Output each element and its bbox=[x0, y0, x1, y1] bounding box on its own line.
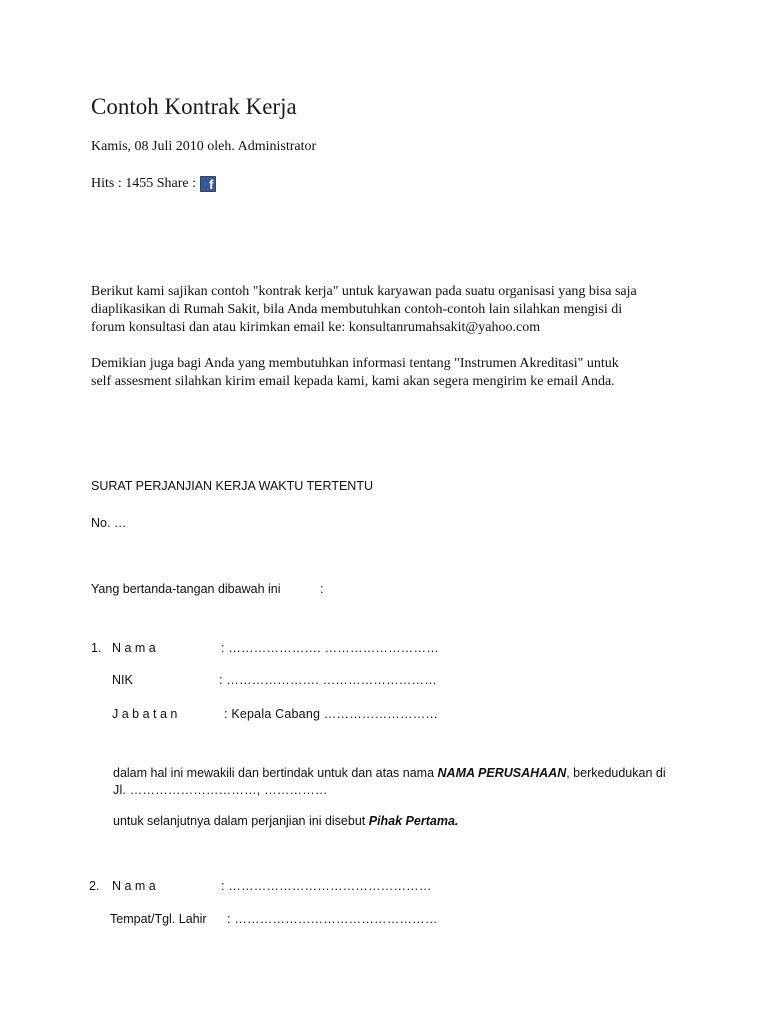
party2-birth-label: Tempat/Tgl. Lahir bbox=[110, 912, 207, 926]
party1-jabatan-label: J a b a t a n bbox=[112, 707, 178, 721]
page-title: Contoh Kontrak Kerja bbox=[91, 94, 297, 119]
intro-line: Berikut kami sajikan contoh "kontrak kerja" untuk karyawan pada suatu organisasi yang bisa saja bbox=[91, 284, 637, 299]
party2-index: 2. bbox=[89, 879, 100, 893]
contract-number: No. … bbox=[91, 516, 127, 530]
party1-address: Jl. …………………………, …………… bbox=[113, 783, 328, 797]
party1-name-label: N a m a bbox=[112, 641, 156, 655]
designation-prefix: untuk selanjutnya dalam perjanjian ini disebut bbox=[113, 814, 366, 828]
akreditasi-paragraph bbox=[91, 355, 691, 391]
party1-representation bbox=[113, 766, 666, 780]
party2-birth-value: : ………………………………………… bbox=[227, 912, 438, 926]
party1-name-value: : …………………. ……………………… bbox=[221, 641, 439, 655]
company-name: NAMA PERUSAHAAN bbox=[437, 766, 567, 780]
contract-heading: SURAT PERJANJIAN KERJA WAKTU TERTENTU bbox=[91, 479, 373, 493]
hits-text: Hits : 1455 Share : bbox=[91, 176, 196, 191]
intro-label: Yang bertanda-tangan dibawah ini bbox=[91, 582, 281, 596]
party1-index: 1. bbox=[91, 641, 102, 655]
rep-suffix: , berkedudukan di bbox=[566, 766, 666, 780]
party2-name-value: : ………………………………………… bbox=[221, 879, 432, 893]
intro-line: diaplikasikan di Rumah Sakit, bila Anda membutuhkan contoh-contoh lain silahkan mengisi di bbox=[91, 302, 623, 317]
akreditasi-line: Demikian juga bagi Anda yang membutuhkan informasi tentang "Instrumen Akreditasi" untuk bbox=[91, 356, 619, 371]
facebook-icon[interactable]: f bbox=[200, 176, 216, 192]
party1-nik-value: : …………………. ……………………… bbox=[219, 673, 437, 687]
intro-paragraph bbox=[91, 283, 691, 337]
party1-nik-label: NIK bbox=[112, 673, 133, 687]
party1-jabatan-value: : Kepala Cabang ……………………… bbox=[224, 707, 439, 721]
intro-colon: : bbox=[320, 582, 324, 596]
party-name: Pihak Pertama. bbox=[368, 814, 459, 828]
rep-prefix: dalam hal ini mewakili dan bertindak untuk dan atas nama bbox=[113, 766, 435, 780]
date-line: Kamis, 08 Juli 2010 oleh. Administrator bbox=[91, 139, 317, 154]
party2-name-label: N a m a bbox=[112, 879, 156, 893]
akreditasi-line: self assesment silahkan kirim email kepada kami, kami akan segera mengirim ke email Anda. bbox=[91, 374, 615, 389]
hits-line bbox=[91, 176, 216, 192]
party1-designation bbox=[113, 814, 458, 828]
intro-line: forum konsultasi dan atau kirimkan email ke: konsultanrumahsakit@yahoo.com bbox=[91, 320, 541, 335]
